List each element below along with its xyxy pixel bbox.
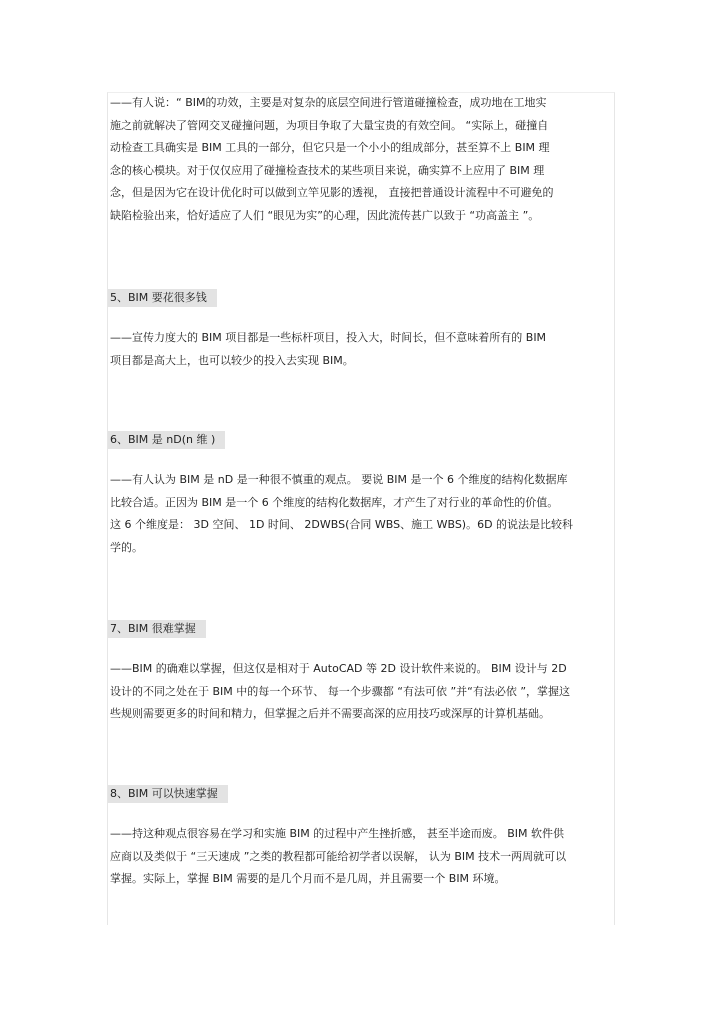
text-line: ——有人说：“ BIM的功效，主要是对复杂的底层空间进行管道碰撞检查，成功地在工地实 xyxy=(110,96,547,109)
section-6-paragraph xyxy=(110,469,612,559)
text-line: 缺陷检验出来，恰好适应了人们 “眼见为实”的心理，因此流传甚广以致于 “功高盖主 ”。 xyxy=(110,208,540,222)
text-line: 动检查工具确实是 BIM 工具的一部分，但它只是一个小小的组成部分，甚至算不上 BIM 理 xyxy=(110,141,550,154)
text-line: ——BIM 的确难以掌握，但这仅是相对于 AutoCAD 等 2D 设计软件来说的。 BIM 设计与 2D xyxy=(110,662,567,675)
text-line: 念，但是因为它在设计优化时可以做到立竿见影的透视， 直接把普通设计流程中不可避免的 xyxy=(110,186,554,199)
text-line: 学的。 xyxy=(110,540,143,554)
text-line: 项目都是高大上，也可以较少的投入去实现 BIM。 xyxy=(110,353,354,367)
section-heading-7: 7、BIM 很难掌握 xyxy=(108,620,206,638)
text-line: ——有人认为 BIM 是 nD 是一种很不慎重的观点。 要说 BIM 是一个 6 个维度的结构化数据库 xyxy=(110,473,568,486)
text-line: ——持这种观点很容易在学习和实施 BIM 的过程中产生挫折感， 甚至半途而废。 BIM 软件供 xyxy=(110,827,565,840)
section-5-paragraph xyxy=(110,327,612,372)
section-8-paragraph xyxy=(110,823,612,891)
text-line: 这 6 个维度是： 3D 空间、 1D 时间、 2DWBS(合同 WBS、施工 WBS)。6D 的说法是比较科 xyxy=(110,518,574,531)
section-heading-5: 5、BIM 要花很多钱 xyxy=(108,289,217,307)
text-line: 念的核心模块。对于仅仅应用了碰撞检查技术的某些项目来说，确实算不上应用了 BIM 理 xyxy=(110,163,545,177)
intro-paragraph xyxy=(110,92,612,227)
section-7-paragraph xyxy=(110,658,612,726)
text-line: ——宣传力度大的 BIM 项目都是一些标杆项目，投入大，时间长，但不意味着所有的 BIM xyxy=(110,331,547,344)
section-heading-6: 6、BIM 是 nD(n 维 ) xyxy=(108,431,225,449)
text-line: 应商以及类似于 “三天速成 ”之类的教程都可能给初学者以误解， 认为 BIM 技术一两周就可以 xyxy=(110,849,567,863)
text-line: 掌握。实际上，掌握 BIM 需要的是几个月而不是几周，并且需要一个 BIM 环境。 xyxy=(110,872,506,885)
text-line: 设计的不同之处在于 BIM 中的每一个环节、 每一个步骤都 “有法可依 ”并“有法必依 ”，掌握这 xyxy=(110,684,571,698)
text-line: 比较合适。正因为 BIM 是一个 6 个维度的结构化数据库，才产生了对行业的革命性的价值。 xyxy=(110,495,559,509)
section-heading-8: 8、BIM 可以快速掌握 xyxy=(108,785,228,803)
text-line: 些规则需要更多的时间和精力，但掌握之后并不需要高深的应用技巧或深厚的计算机基础。 xyxy=(110,707,550,720)
text-line: 施之前就解决了管网交叉碰撞问题，为项目争取了大量宝贵的有效空间。 “实际上，碰撞自 xyxy=(110,118,549,132)
